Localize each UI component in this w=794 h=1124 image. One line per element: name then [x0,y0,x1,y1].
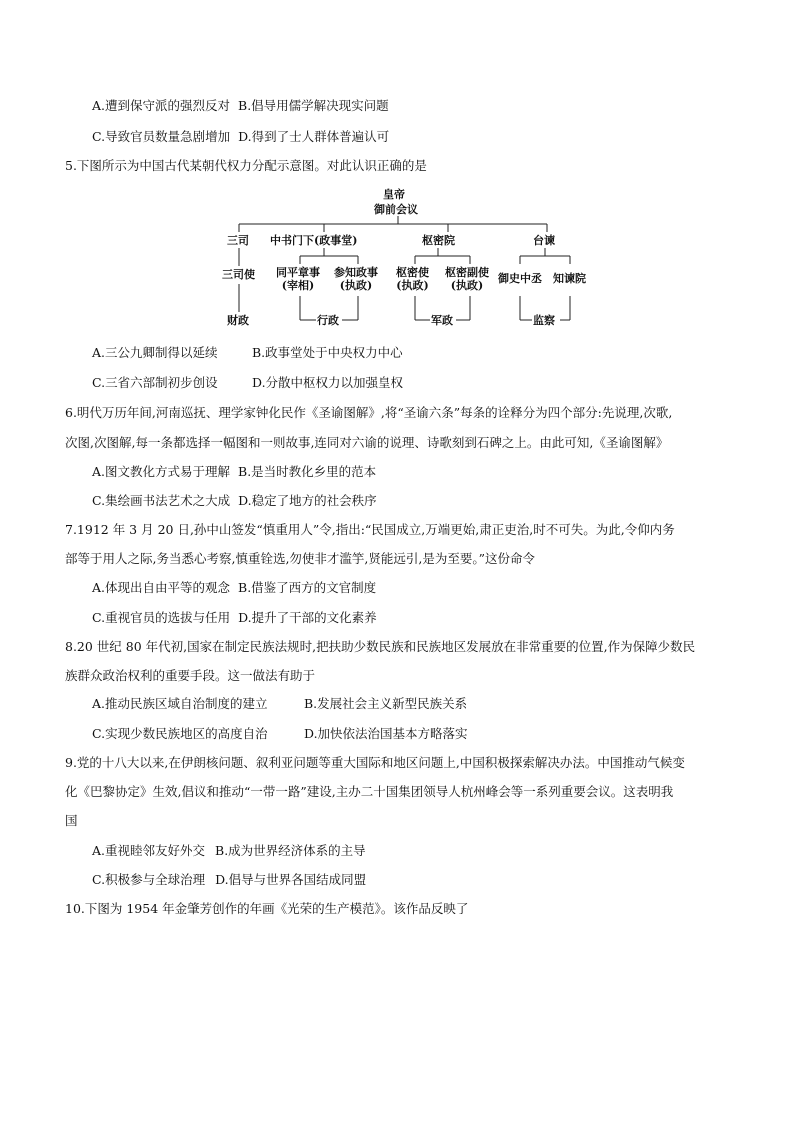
node-zhongshu-menxia: 中书门下(政事堂) [270,234,358,247]
q7-option-c[interactable]: C.重视官员的选拔与任用 [92,610,231,625]
q5-options-row-1 [92,343,403,361]
q4-option-c[interactable]: C.导致官员数量急剧增加 [92,129,231,144]
q7-stem-line-1: 7.1912 年 3 月 20 日,孙中山签发“慎重用人”令,指出:“民国成立,万端更始,肃正吏治,时不可失。为此,令仰内务 [65,522,675,537]
node-shumi-fushi [445,266,489,292]
q9-options-row-2 [92,870,366,888]
q7-stem-line-2: 部等于用人之际,务当悉心考察,慎重铨选,勿使非才滥竽,贤能远引,是为至要。”这份命令 [65,551,536,566]
node-canzhi-title: 参知政事 [334,266,378,279]
node-canzhi-role: (执政) [339,279,373,292]
node-shumishi [396,266,429,292]
node-tongping-role: (宰相) [281,279,315,292]
q9-options-row-1 [92,841,366,859]
q8-option-d[interactable]: D.加快依法治国基本方略落实 [304,726,468,741]
q8-options-row-1 [92,694,467,712]
q4-options-row-2 [92,127,389,145]
q8-stem-line-1: 8.20 世纪 80 年代初,国家在制定民族法规时,把扶助少数民族和民族地区发展放在非常重要的位置,作为保障少数民 [65,639,696,654]
label-xingzheng: 行政 [317,314,339,327]
q6-options-row-2 [92,491,377,509]
q8-option-b[interactable]: B.发展社会主义新型民族关系 [304,696,468,711]
q9-stem-line-1: 9.党的十八大以来,在伊朗核问题、叙利亚问题等重大国际和地区问题上,中国积极探索解决办法。中国推动气候变 [65,755,685,770]
q9-stem-line-2: 化《巴黎协定》生效,倡议和推动“一带一路”建设,主办二十国集团领导人杭州峰会等一系列重要会议。这表明我 [65,784,674,799]
node-shumifu-role: (执政) [450,279,484,292]
q8-option-c[interactable]: C.实现少数民族地区的高度自治 [92,726,268,741]
q6-options-row-1 [92,462,376,480]
power-distribution-diagram [220,186,590,334]
q8-option-a[interactable]: A.推动民族区域自治制度的建立 [92,696,268,711]
node-shumishi-role: (执政) [396,279,429,292]
q7-options-row-1 [92,578,376,596]
node-canzhi-zhengshi [334,266,378,292]
label-caizheng: 财政 [227,314,249,327]
node-shumishi-title: 枢密使 [396,266,429,279]
q6-option-d[interactable]: D.稳定了地方的社会秩序 [238,493,377,508]
label-junzheng: 军政 [431,314,453,327]
q10-stem: 10.下图为 1954 年金肇芳创作的年画《光荣的生产模范》。该作品反映了 [65,901,469,916]
q6-stem-line-2: 次图,次图解,每一条都选择一幅图和一则故事,连同对六谕的说理、诗歌刻到石碑之上。由此可知,《圣谕图解》 [65,435,669,450]
q6-stem-line-1: 6.明代万历年间,河南巡抚、理学家钟化民作《圣谕图解》,将“圣谕六条”每条的诠释分为四个部分:先说理,次歌, [65,405,673,420]
node-sansi-shi: 三司使 [222,268,255,281]
q5-option-d[interactable]: D.分散中枢权力以加强皇权 [252,375,404,390]
q6-option-c[interactable]: C.集绘画书法艺术之大成 [92,493,231,508]
q4-options-row-1 [92,96,389,114]
q6-option-b[interactable]: B.是当时教化乡里的范本 [238,464,377,479]
q5-stem: 5.下图所示为中国古代某朝代权力分配示意图。对此认识正确的是 [65,158,427,173]
q8-stem-line-2: 族群众政治权利的重要手段。这一做法有助于 [65,668,316,683]
q9-stem-line-3: 国 [65,813,78,828]
q9-option-c[interactable]: C.积极参与全球治理 [92,872,206,887]
label-jiancha: 监察 [533,314,555,327]
q4-option-d[interactable]: D.得到了士人群体普遍认可 [238,129,390,144]
q6-option-a[interactable]: A.图文教化方式易于理解 [92,464,231,479]
q4-option-b[interactable]: B.倡导用儒学解决现实问题 [238,98,389,113]
q9-option-d[interactable]: D.倡导与世界各国结成同盟 [215,872,367,887]
node-zhijianyuan: 知谏院 [553,272,586,285]
node-tongping-zhangshi [276,266,320,292]
q5-option-c[interactable]: C.三省六部制初步创设 [92,375,218,390]
node-shumiyuan: 枢密院 [422,234,455,247]
q5-options-row-2 [92,373,403,391]
node-imperial-council: 御前会议 [374,203,418,216]
node-emperor: 皇帝 [383,188,405,201]
node-taijian: 台谏 [533,234,555,247]
q5-option-b[interactable]: B.政事堂处于中央权力中心 [252,345,403,360]
q7-options-row-2 [92,608,377,626]
q7-option-d[interactable]: D.提升了干部的文化素养 [238,610,377,625]
node-shumifu-title: 枢密副使 [445,266,489,279]
q7-option-b[interactable]: B.借鉴了西方的文官制度 [238,580,377,595]
q8-options-row-2 [92,724,468,742]
node-tongping-title: 同平章事 [276,266,320,279]
node-sansi: 三司 [227,234,249,247]
q9-option-b[interactable]: B.成为世界经济体系的主导 [215,843,366,858]
q4-option-a[interactable]: A.遭到保守派的强烈反对 [92,98,231,113]
q5-option-a[interactable]: A.三公九卿制得以延续 [92,345,218,360]
q9-option-a[interactable]: A.重视睦邻友好外交 [92,843,206,858]
node-yushi-zhongcheng: 御史中丞 [498,272,542,285]
q7-option-a[interactable]: A.体现出自由平等的观念 [92,580,231,595]
